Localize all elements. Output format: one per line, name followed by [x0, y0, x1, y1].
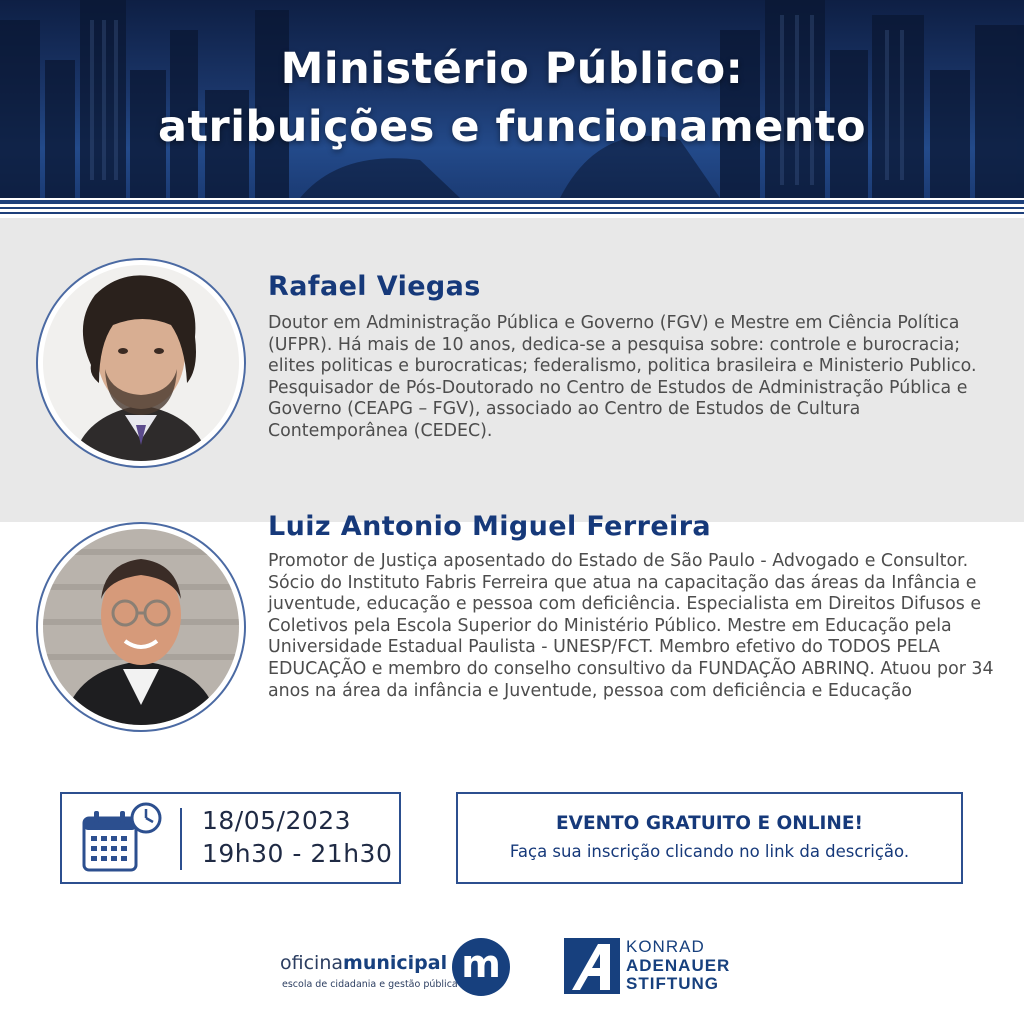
event-instruction: Faça sua inscrição clicando no link da descrição.: [509, 842, 910, 861]
calendar-icon: [82, 802, 164, 878]
oficina-municipal-monogram: m: [452, 938, 510, 996]
speaker-2-portrait: [43, 529, 239, 725]
speaker-1-photo: [36, 258, 246, 468]
event-date-box: [60, 792, 401, 884]
event-datetime: [202, 804, 392, 870]
page-title: [0, 40, 1024, 156]
kas-mark-icon: [564, 938, 620, 994]
date-box-divider: [180, 808, 182, 870]
event-info-box: [456, 792, 963, 884]
oficina-municipal-tagline: escola de cidadania e gestão pública: [282, 979, 458, 990]
event-date: 18/05/2023: [202, 806, 352, 835]
speaker-1-name: Rafael Viegas: [268, 271, 481, 302]
speaker-2-photo: [36, 522, 246, 732]
kas-wordmark: KONRAD ADENAUER STIFTUNG: [626, 937, 731, 993]
header-banner: [0, 0, 1024, 198]
event-headline: EVENTO GRATUITO E ONLINE!: [555, 813, 863, 834]
speaker-2-name: Luiz Antonio Miguel Ferreira: [268, 511, 712, 542]
oficina-municipal-logo: [278, 938, 518, 998]
clock-icon: [132, 804, 160, 832]
title-line-2: atribuições e funcionamento: [157, 102, 867, 152]
event-time: 19h30 - 21h30: [202, 839, 393, 868]
speaker-1-bio: Doutor em Administração Pública e Governo (FGV) e Mestre em Ciência Política (UFPR). Há mais de 10 anos, dedica-se a pesquisa sobre: controle e burocracia; elites politicas e burocraticas; federalismo, politica brasileira e Ministerio Publico. Pesquisador de Pós-Doutorado no Centro de Estudos de Administração Pública e Governo (CEAPG – FGV), associado ao Centro de Estudos de Cultura Contemporânea (CEDEC).: [268, 313, 977, 441]
konrad-adenauer-stiftung-logo: [564, 938, 764, 998]
oficina-municipal-wordmark: oficinamunicipal: [280, 952, 448, 974]
header-divider-stripes: [0, 198, 1024, 218]
title-line-1: Ministério Público:: [280, 44, 744, 94]
speaker-2-bio: Promotor de Justiça aposentado do Estado de São Paulo - Advogado e Consultor. Sócio do Instituto Fabris Ferreira que atua na capacitação das áreas da Infância e juventude, educação e pessoa com deficiência. Especialista em Direitos Difusos e Coletivos pela Escola Superior do Ministério Público. Mestre em Educação pela Universidade Estadual Paulista - UNESP/FCT. Membro efetivo do TODOS PELA EDUCAÇÃO e membro do conselho consultivo da FUNDAÇÃO ABRINQ. Atuou por 34 anos na área da infância e Juventude, pessoa com deficiência e Educação: [268, 551, 994, 701]
speaker-1-portrait: [43, 265, 239, 461]
